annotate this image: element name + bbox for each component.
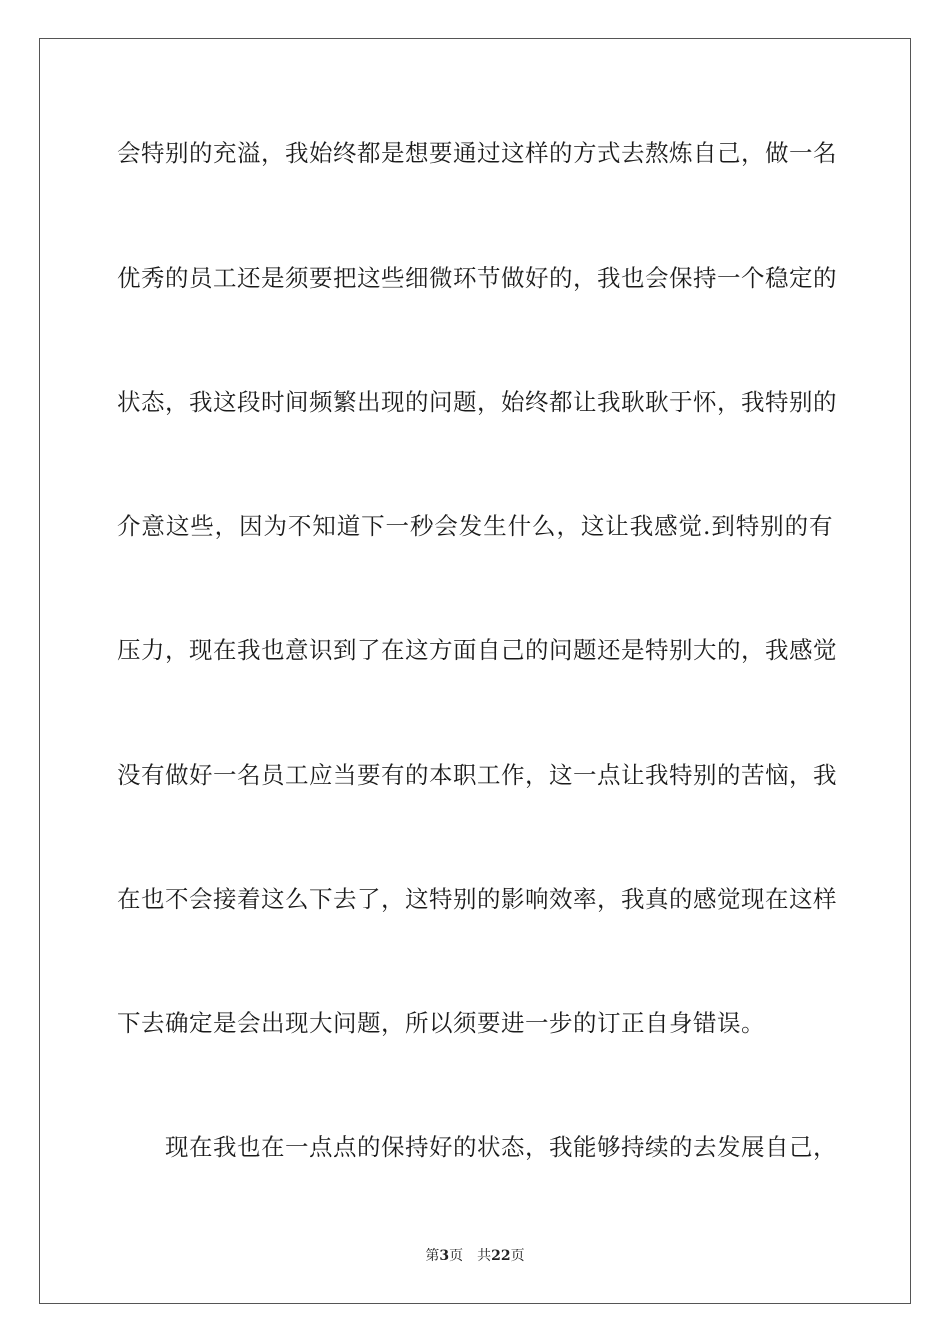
total-suffix: 页: [510, 1248, 525, 1264]
text-line-1: 会特别的充溢，我始终都是想要通过这样的方式去熬炼自己，做一名: [117, 139, 837, 167]
text-line-5: 压力，现在我也意识到了在这方面自己的问题还是特别大的，我感觉: [117, 636, 837, 664]
text-line-3: 状态，我这段时间频繁出现的问题，始终都让我耿耿于怀，我特别的: [117, 388, 837, 416]
page-prefix: 第: [425, 1248, 440, 1264]
total-pages: 22: [491, 1248, 511, 1264]
page-border: [39, 38, 911, 1304]
page-suffix: 页: [449, 1248, 464, 1264]
page-number: 3: [439, 1248, 450, 1264]
text-line-7: 在也不会接着这么下去了，这特别的影响效率，我真的感觉现在这样: [117, 885, 837, 913]
text-line-6: 没有做好一名员工应当要有的本职工作，这一点让我特别的苦恼，我: [117, 761, 837, 789]
page-footer: [0, 1247, 950, 1265]
paragraph-start-line: 现在我也在一点点的保持好的状态，我能够持续的去发展自己，: [165, 1133, 837, 1161]
text-line-8: 下去确定是会出现大问题，所以须要进一步的订正自身错误。: [117, 1009, 765, 1037]
text-line-2: 优秀的员工还是须要把这些细微环节做好的，我也会保持一个稳定的: [117, 264, 837, 292]
total-prefix: 共: [477, 1248, 492, 1264]
text-line-4: 介意这些，因为不知道下一秒会发生什么，这让我感觉.到特别的有: [117, 512, 833, 540]
